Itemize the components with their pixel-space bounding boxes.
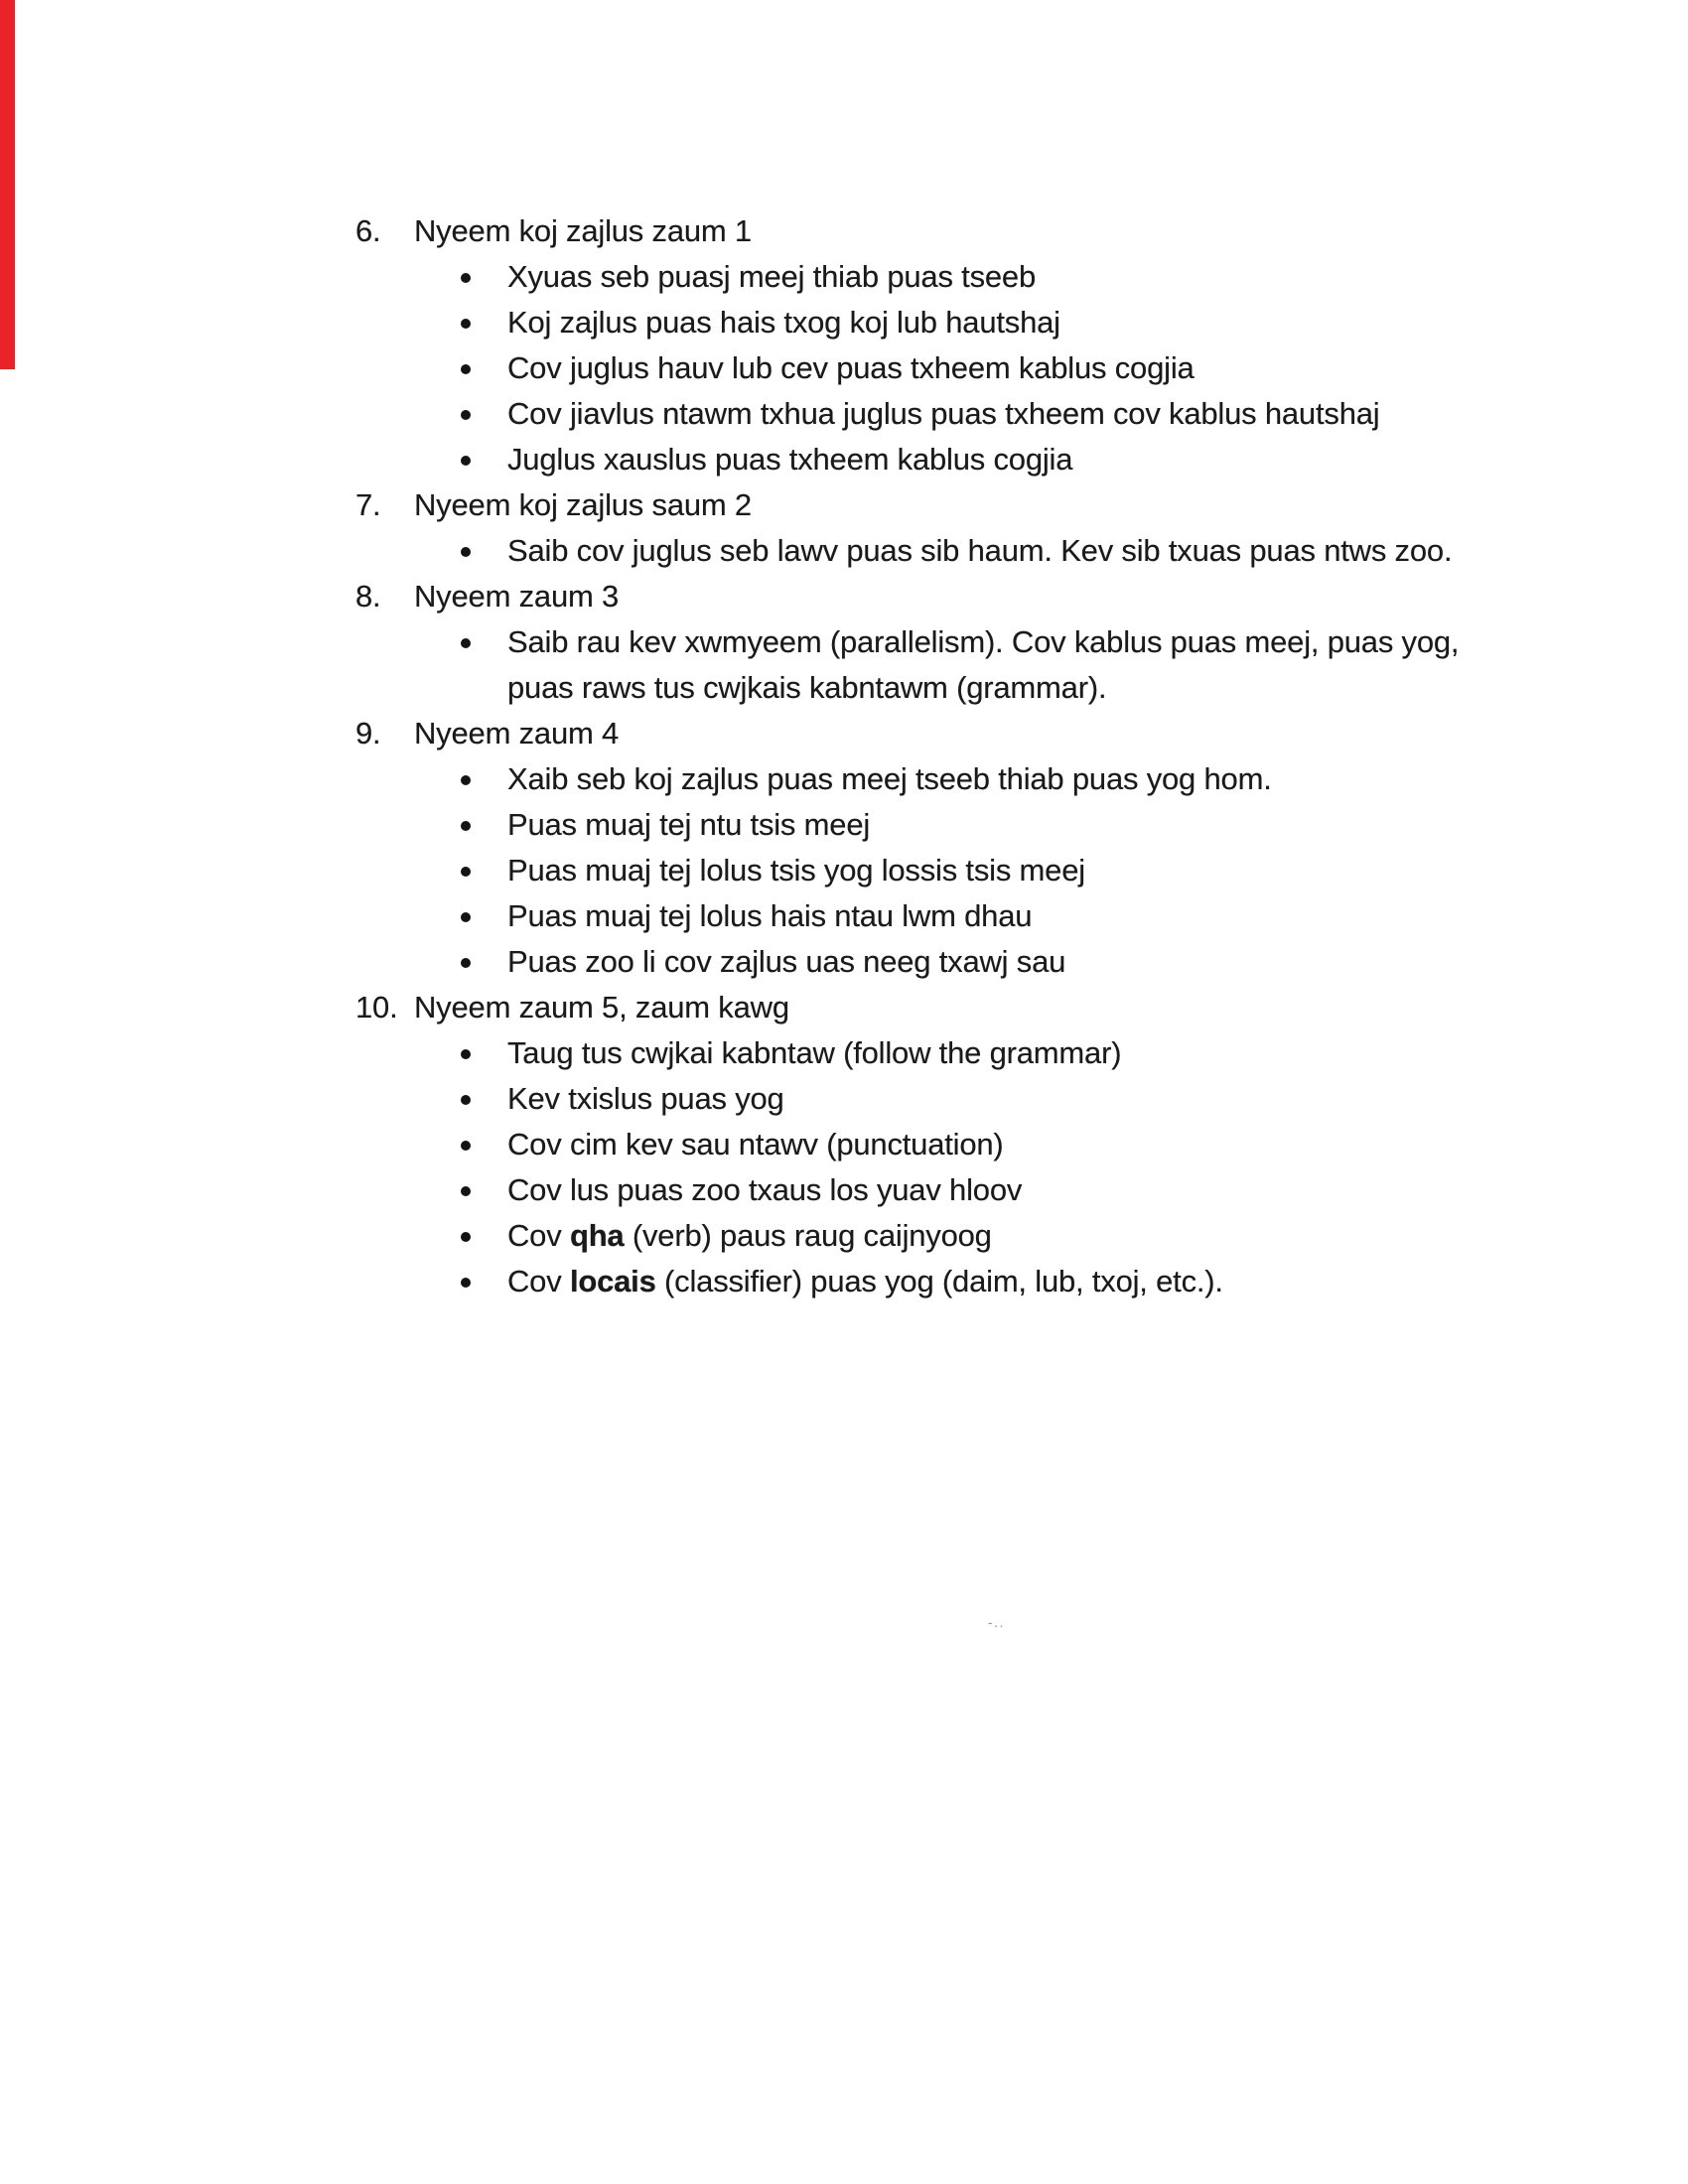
bullet-text — [507, 756, 1272, 802]
bullet-icon — [461, 1141, 471, 1151]
bullet-row — [0, 391, 1688, 437]
bullet-row — [0, 437, 1688, 482]
scan-smudge-artifact: -.. — [988, 1614, 1005, 1630]
bullet-icon — [461, 319, 471, 329]
text-segment: (verb) paus raug caijnyoog — [624, 1218, 992, 1253]
list-item-heading — [0, 482, 1688, 528]
bullet-text — [507, 939, 1065, 985]
text-segment: Puas zoo li cov zajlus uas neeg txawj sau — [507, 944, 1066, 979]
text-segment: Cov cim kev sau ntawv (punctuation) — [507, 1127, 1004, 1161]
text-segment: puas raws tus cwjkais kabntawm (grammar). — [507, 670, 1107, 705]
bullet-icon — [461, 1049, 471, 1059]
text-segment: Kev txislus puas yog — [507, 1081, 784, 1116]
text-segment: Puas muaj tej ntu tsis meej — [507, 807, 871, 842]
bullet-icon — [461, 821, 471, 831]
bullet-text — [507, 300, 1060, 345]
text-segment: Saib cov juglus seb lawv puas sib haum. Kev sib txuas puas ntws zoo. — [507, 533, 1453, 568]
bullet-row — [0, 1030, 1688, 1076]
bullet-row — [0, 254, 1688, 300]
list-number: 9. — [355, 716, 381, 751]
bullet-row — [0, 1076, 1688, 1122]
list-item-heading — [0, 985, 1688, 1030]
text-segment: Xaib seb koj zajlus puas meej tseeb thiab puas yog hom. — [507, 761, 1272, 796]
bullet-icon — [461, 1232, 471, 1242]
bullet-row — [0, 1213, 1688, 1259]
text-segment: Cov — [507, 1218, 570, 1253]
bullet-icon — [461, 912, 471, 922]
list-item-heading — [0, 208, 1688, 254]
list-item-heading — [0, 711, 1688, 756]
list-heading-text: Nyeem zaum 4 — [414, 716, 620, 751]
list-heading-text: Nyeem koj zajlus saum 2 — [414, 487, 752, 522]
bullet-row — [0, 802, 1688, 848]
bullet-icon — [461, 273, 471, 283]
bullet-text — [507, 1076, 784, 1122]
list-heading-text: Nyeem zaum 3 — [414, 579, 620, 614]
list-number: 6. — [355, 213, 381, 248]
text-segment: Cov jiavlus ntawm txhua juglus puas txheem cov kablus hautshaj — [507, 396, 1380, 431]
bullet-icon — [461, 867, 471, 877]
bullet-text — [507, 619, 1459, 665]
bullet-text — [507, 893, 1032, 939]
bullet-text — [507, 1122, 1004, 1167]
bullet-row — [0, 893, 1688, 939]
text-segment: Puas muaj tej lolus tsis yog lossis tsis meej — [507, 853, 1085, 887]
bullet-text — [507, 802, 870, 848]
list-item-heading — [0, 574, 1688, 619]
bullet-text — [507, 1167, 1022, 1213]
bold-term: locais — [569, 1264, 656, 1298]
bullet-row — [0, 619, 1688, 665]
bullet-row — [0, 300, 1688, 345]
bullet-text — [507, 528, 1452, 574]
bullet-icon — [461, 547, 471, 557]
list-number: 7. — [355, 487, 381, 522]
numbered-list — [0, 208, 1688, 1304]
bullet-text — [507, 1030, 1121, 1076]
bullet-icon — [461, 1186, 471, 1196]
bullet-icon — [461, 1278, 471, 1288]
bullet-text — [507, 1259, 1223, 1304]
text-segment: Cov lus puas zoo txaus los yuav hloov — [507, 1172, 1023, 1207]
text-segment: Cov — [507, 1264, 570, 1298]
text-segment: Koj zajlus puas hais txog koj lub hautshaj — [507, 305, 1060, 340]
bullet-text — [507, 345, 1195, 391]
list-heading-text: Nyeem koj zajlus zaum 1 — [414, 213, 752, 248]
bullet-icon — [461, 410, 471, 420]
text-segment: Saib rau kev xwmyeem (parallelism). Cov kablus puas meej, puas yog, — [507, 624, 1460, 659]
bullet-icon — [461, 638, 471, 648]
bullet-row — [0, 756, 1688, 802]
bullet-row — [0, 528, 1688, 574]
bullet-text — [507, 391, 1379, 437]
text-segment: Xyuas seb puasj meej thiab puas tseeb — [507, 259, 1036, 294]
bullet-row — [0, 848, 1688, 893]
bullet-row — [0, 1167, 1688, 1213]
list-number: 8. — [355, 579, 381, 614]
bullet-text — [507, 665, 1106, 711]
bullet-row — [0, 345, 1688, 391]
bullet-icon — [461, 456, 471, 466]
text-segment: Puas muaj tej lolus hais ntau lwm dhau — [507, 898, 1033, 933]
text-segment: Taug tus cwjkai kabntaw (follow the grammar) — [507, 1035, 1122, 1070]
bullet-continuation-row — [0, 665, 1688, 711]
bullet-icon — [461, 775, 471, 785]
bullet-icon — [461, 364, 471, 374]
bullet-text — [507, 254, 1036, 300]
list-number: 10. — [355, 990, 398, 1024]
bullet-icon — [461, 1095, 471, 1105]
bullet-row — [0, 1122, 1688, 1167]
text-segment: Cov juglus hauv lub cev puas txheem kablus cogjia — [507, 350, 1195, 385]
bullet-row — [0, 1259, 1688, 1304]
list-heading-text: Nyeem zaum 5, zaum kawg — [414, 990, 789, 1024]
bullet-text — [507, 437, 1072, 482]
bullet-row — [0, 939, 1688, 985]
bullet-icon — [461, 958, 471, 968]
text-segment: Juglus xauslus puas txheem kablus cogjia — [507, 442, 1073, 477]
text-segment: (classifier) puas yog (daim, lub, txoj, etc.). — [655, 1264, 1223, 1298]
bold-term: qha — [569, 1218, 625, 1253]
bullet-text — [507, 1213, 992, 1259]
bullet-text — [507, 848, 1085, 893]
